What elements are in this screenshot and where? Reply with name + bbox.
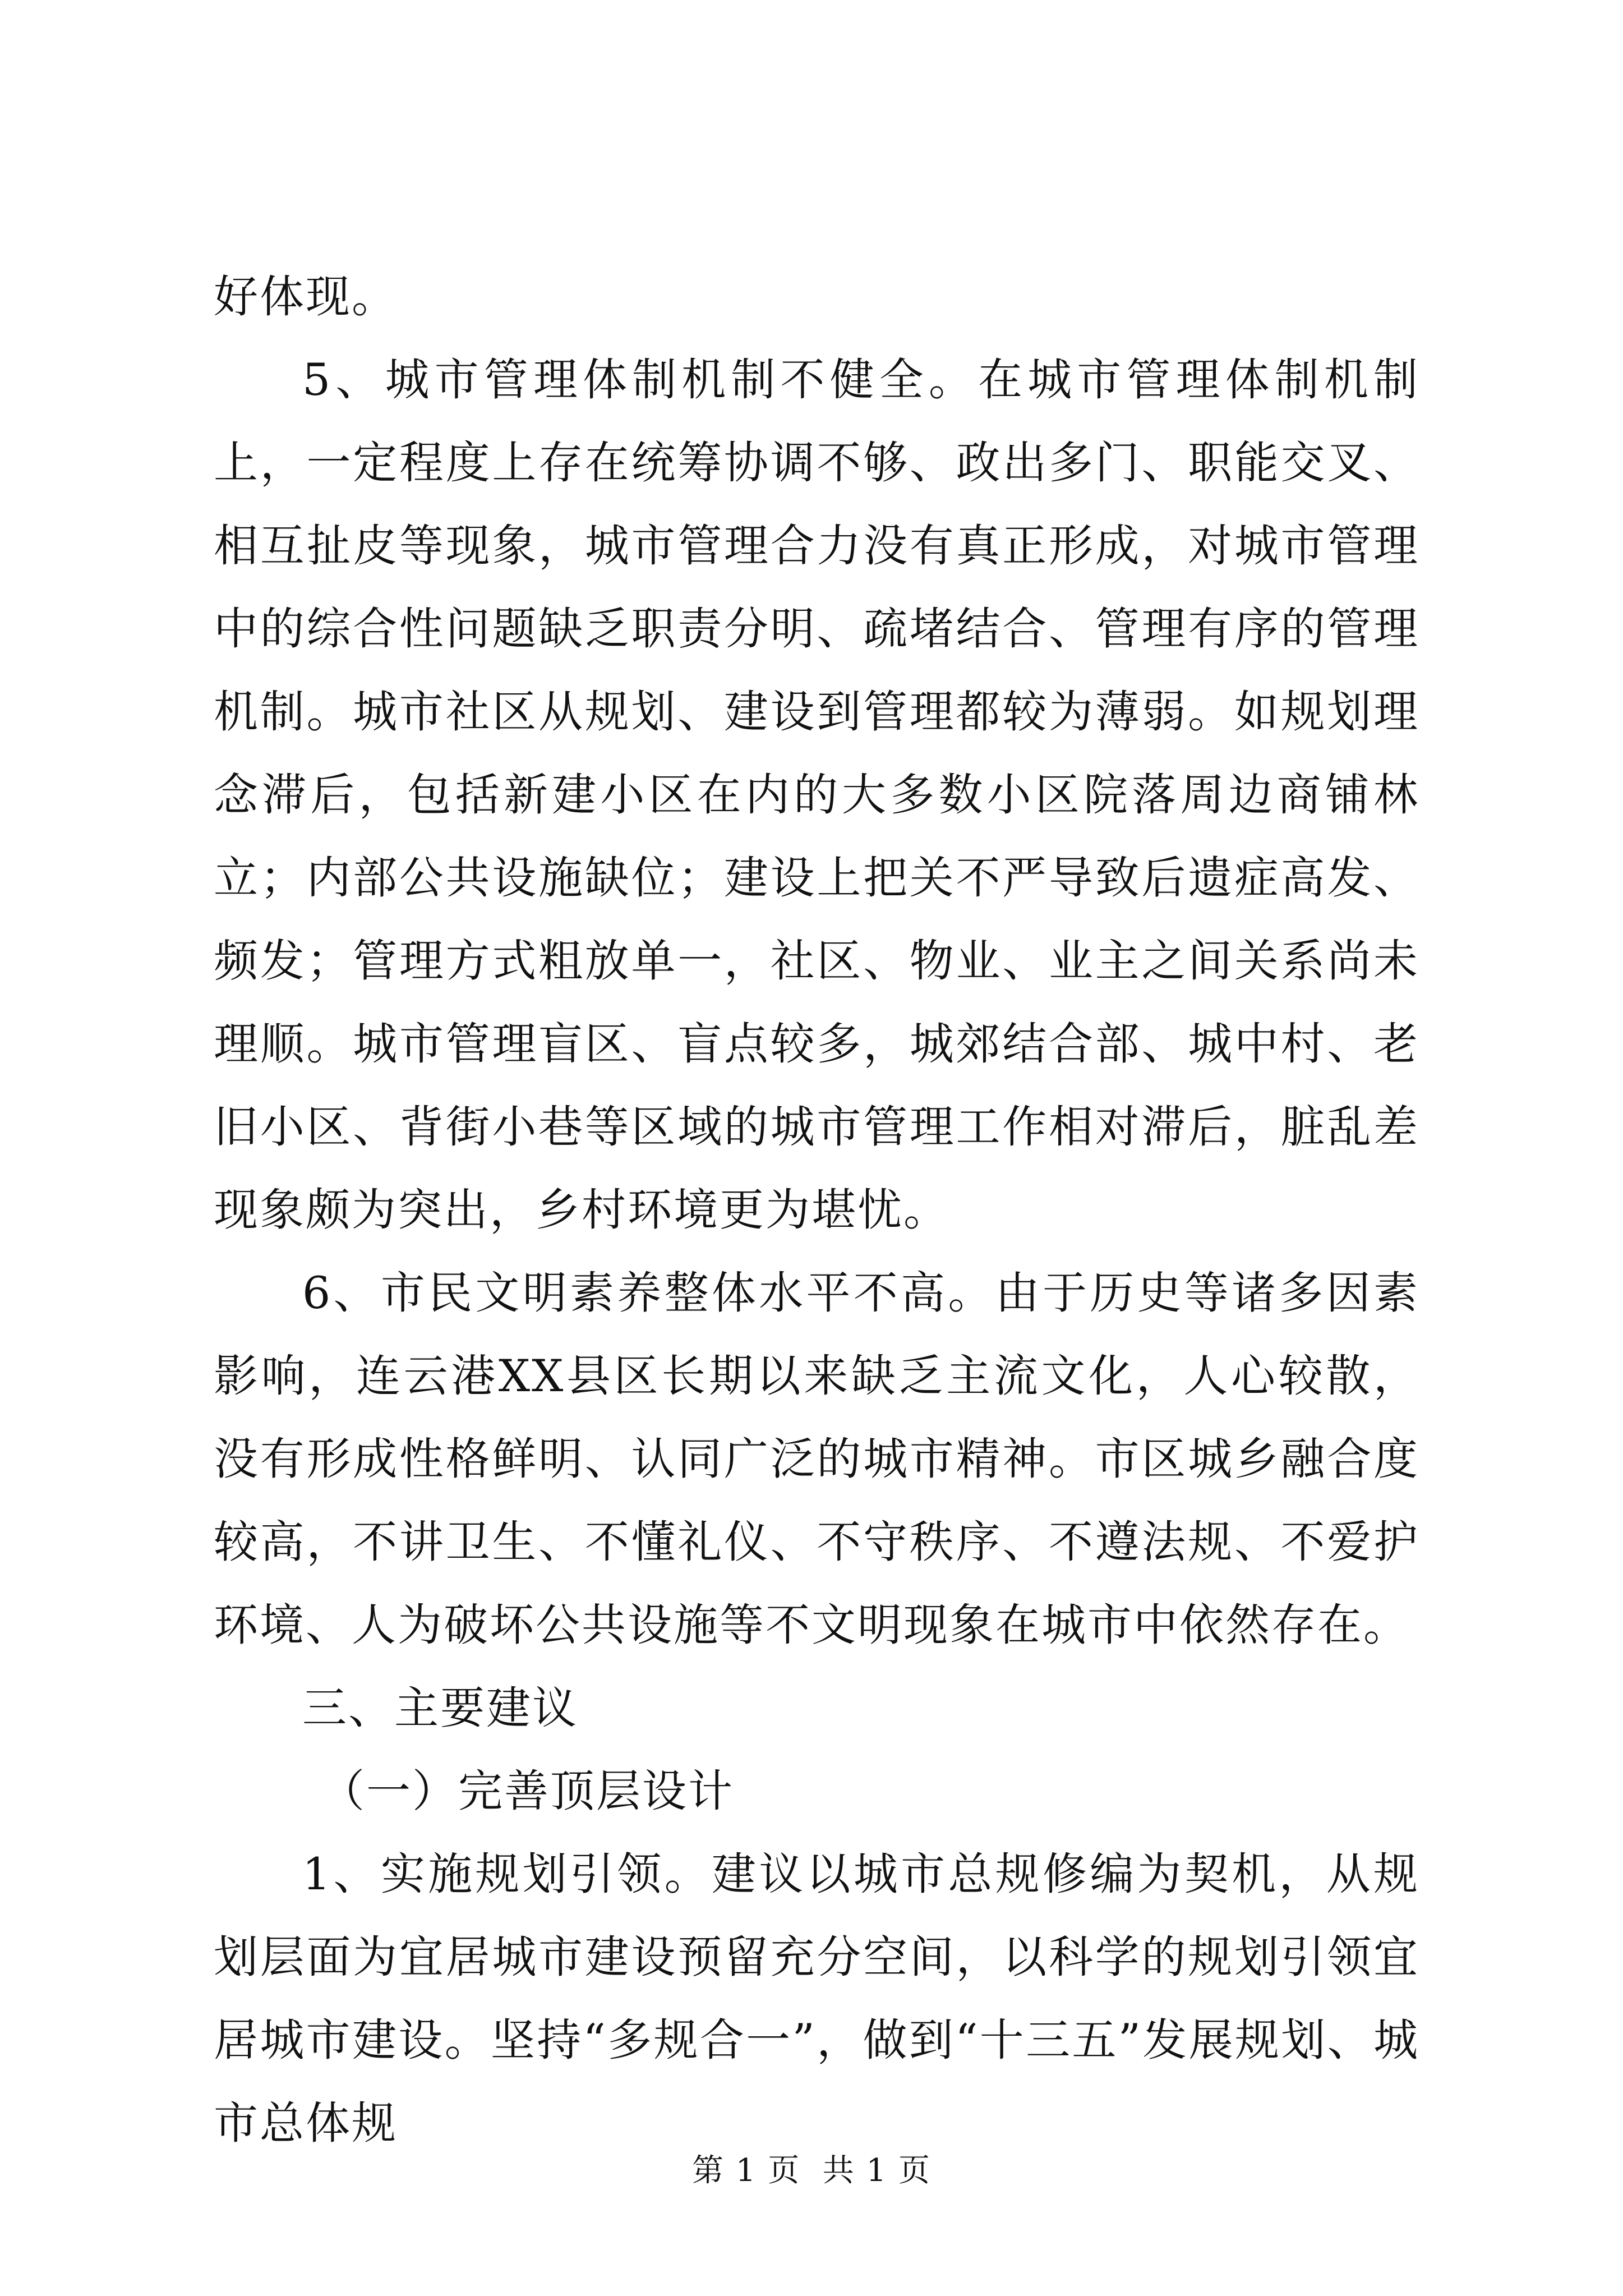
section-heading: 三、主要建议	[302, 1682, 578, 1734]
page-footer	[0, 2146, 1623, 2191]
document-body	[214, 255, 1419, 2165]
subsection-heading: （一）完善顶层设计	[320, 1765, 734, 1817]
paragraph-continuation: 好体现。	[214, 271, 398, 323]
paragraph-item-1: 1、实施规划引领。建议以城市总规修编为契机，从规划层面为宜居城市建设预留充分空间，以科学的规划引领宜居城市建设。坚持“多规合一”，做到“十三五”发展规划、城市总体规	[214, 1848, 1419, 2149]
paragraph-item-6: 6、市民文明素养整体水平不高。由于历史等诸多因素影响，连云港XX县区长期以来缺乏主流文化，人心较散，没有形成性格鲜明、认同广泛的城市精神。市区城乡融合度较高，不讲卫生、不懂礼仪、不守秩序、不遵法规、不爱护环境、人为破坏公共设施等不文明现象在城市中依然存在。	[214, 1267, 1419, 1651]
page-number: 第 1 页 共 1 页	[691, 2152, 932, 2189]
paragraph-item-5: 5、城市管理体制机制不健全。在城市管理体制机制上，一定程度上存在统筹协调不够、政出多门、职能交叉、相互扯皮等现象，城市管理合力没有真正形成，对城市管理中的综合性问题缺乏职责分明、疏堵结合、管理有序的管理机制。城市社区从规划、建设到管理都较为薄弱。如规划理念滞后，包括新建小区在内的大多数小区院落周边商铺林立；内部公共设施缺位；建设上把关不严导致后遗症高发、频发；管理方式粗放单一，社区、物业、业主之间关系尚未理顺。城市管理盲区、盲点较多，城郊结合部、城中村、老旧小区、背街小巷等区域的城市管理工作相对滞后，脏乱差现象颇为突出，乡村环境更为堪忧。	[214, 354, 1419, 1236]
